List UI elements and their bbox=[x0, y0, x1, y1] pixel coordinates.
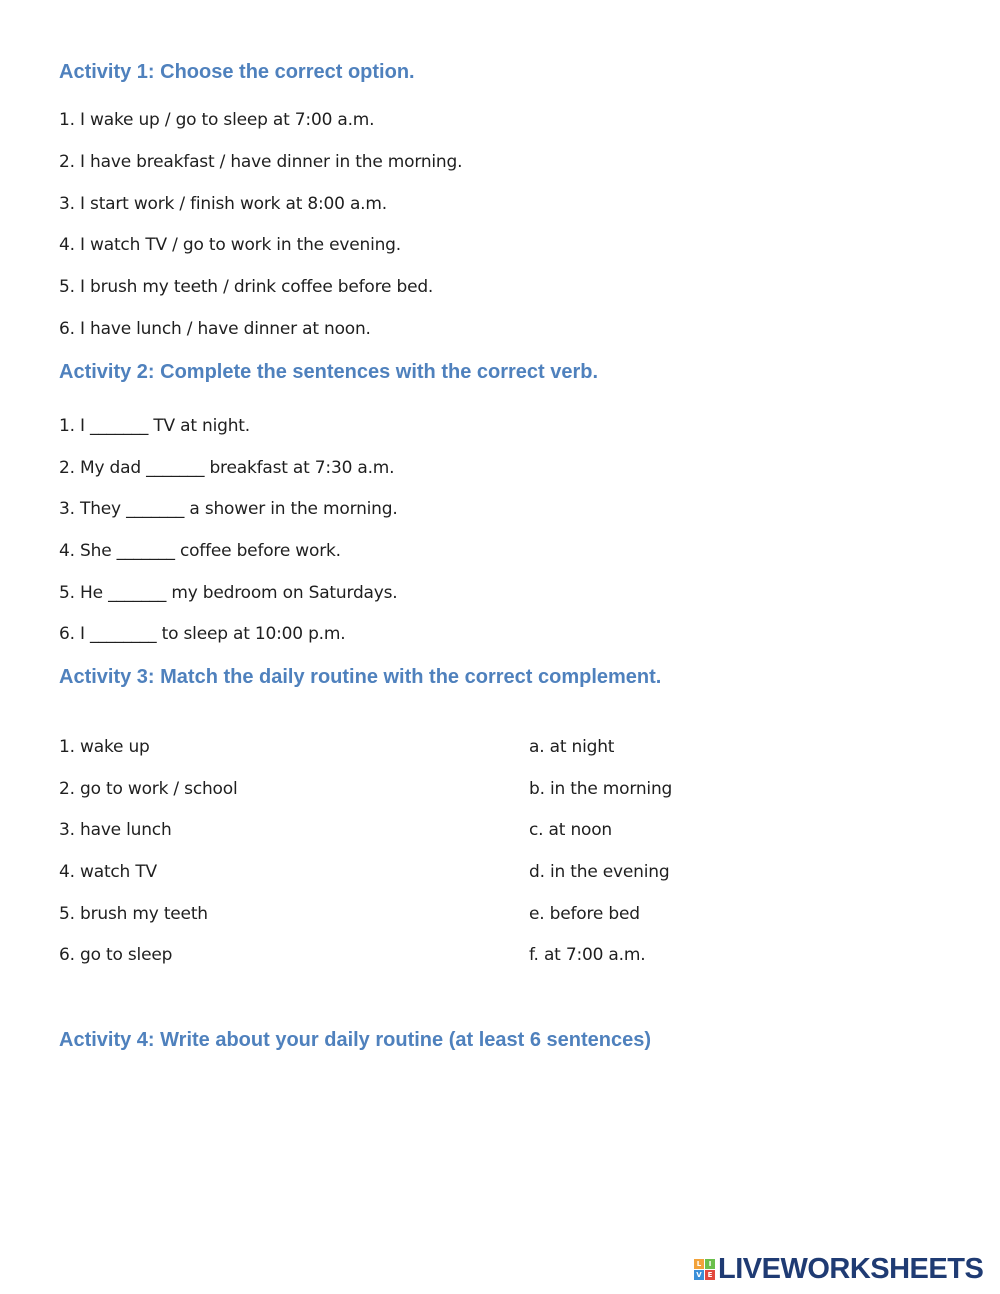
activity-1-item: 6. I have lunch / have dinner at noon. bbox=[59, 319, 371, 339]
match-complement-item: e. before bed bbox=[529, 904, 640, 924]
activity-2-item: 1. I _______ TV at night. bbox=[59, 416, 250, 436]
logo-badge-letter: I bbox=[705, 1259, 715, 1269]
activity-2-item: 3. They _______ a shower in the morning. bbox=[59, 499, 398, 519]
activity-1-item: 1. I wake up / go to sleep at 7:00 a.m. bbox=[59, 110, 375, 130]
activity-1-item: 3. I start work / finish work at 8:00 a.m. bbox=[59, 194, 387, 214]
activity-2-item: 6. I ________ to sleep at 10:00 p.m. bbox=[59, 624, 346, 644]
activity-2-title: Activity 2: Complete the sentences with the correct verb. bbox=[59, 361, 599, 383]
activity-4-title: Activity 4: Write about your daily routine (at least 6 sentences) bbox=[59, 1029, 652, 1051]
logo-badge-letter: V bbox=[694, 1270, 704, 1280]
match-routine-item: 4. watch TV bbox=[59, 862, 157, 882]
activity-1-title: Activity 1: Choose the correct option. bbox=[59, 61, 415, 83]
logo-badge-letter: L bbox=[694, 1259, 704, 1269]
match-complement-item: b. in the morning bbox=[529, 779, 673, 799]
match-complement-item: c. at noon bbox=[529, 820, 612, 840]
activity-3-title: Activity 3: Match the daily routine with the correct complement. bbox=[59, 666, 662, 688]
match-routine-item: 5. brush my teeth bbox=[59, 904, 208, 924]
match-complement-item: f. at 7:00 a.m. bbox=[529, 945, 646, 965]
activity-1-item: 5. I brush my teeth / drink coffee before bed. bbox=[59, 277, 434, 297]
match-routine-item: 6. go to sleep bbox=[59, 945, 173, 965]
activity-2-item: 4. She _______ coffee before work. bbox=[59, 541, 341, 561]
liveworksheets-logo bbox=[694, 1254, 983, 1284]
activity-2-item: 2. My dad _______ breakfast at 7:30 a.m. bbox=[59, 458, 395, 478]
activity-2-item: 5. He _______ my bedroom on Saturdays. bbox=[59, 583, 398, 603]
logo-badge-letter: E bbox=[705, 1270, 715, 1280]
logo-text: LIVEWORKSHEETS bbox=[718, 1253, 984, 1285]
activity-1-item: 4. I watch TV / go to work in the evening. bbox=[59, 235, 401, 255]
match-routine-item: 3. have lunch bbox=[59, 820, 172, 840]
logo-badge-icon bbox=[694, 1259, 715, 1280]
match-routine-item: 1. wake up bbox=[59, 737, 150, 757]
activity-1-item: 2. I have breakfast / have dinner in the morning. bbox=[59, 152, 463, 172]
match-complement-item: a. at night bbox=[529, 737, 615, 757]
match-complement-item: d. in the evening bbox=[529, 862, 670, 882]
match-routine-item: 2. go to work / school bbox=[59, 779, 238, 799]
